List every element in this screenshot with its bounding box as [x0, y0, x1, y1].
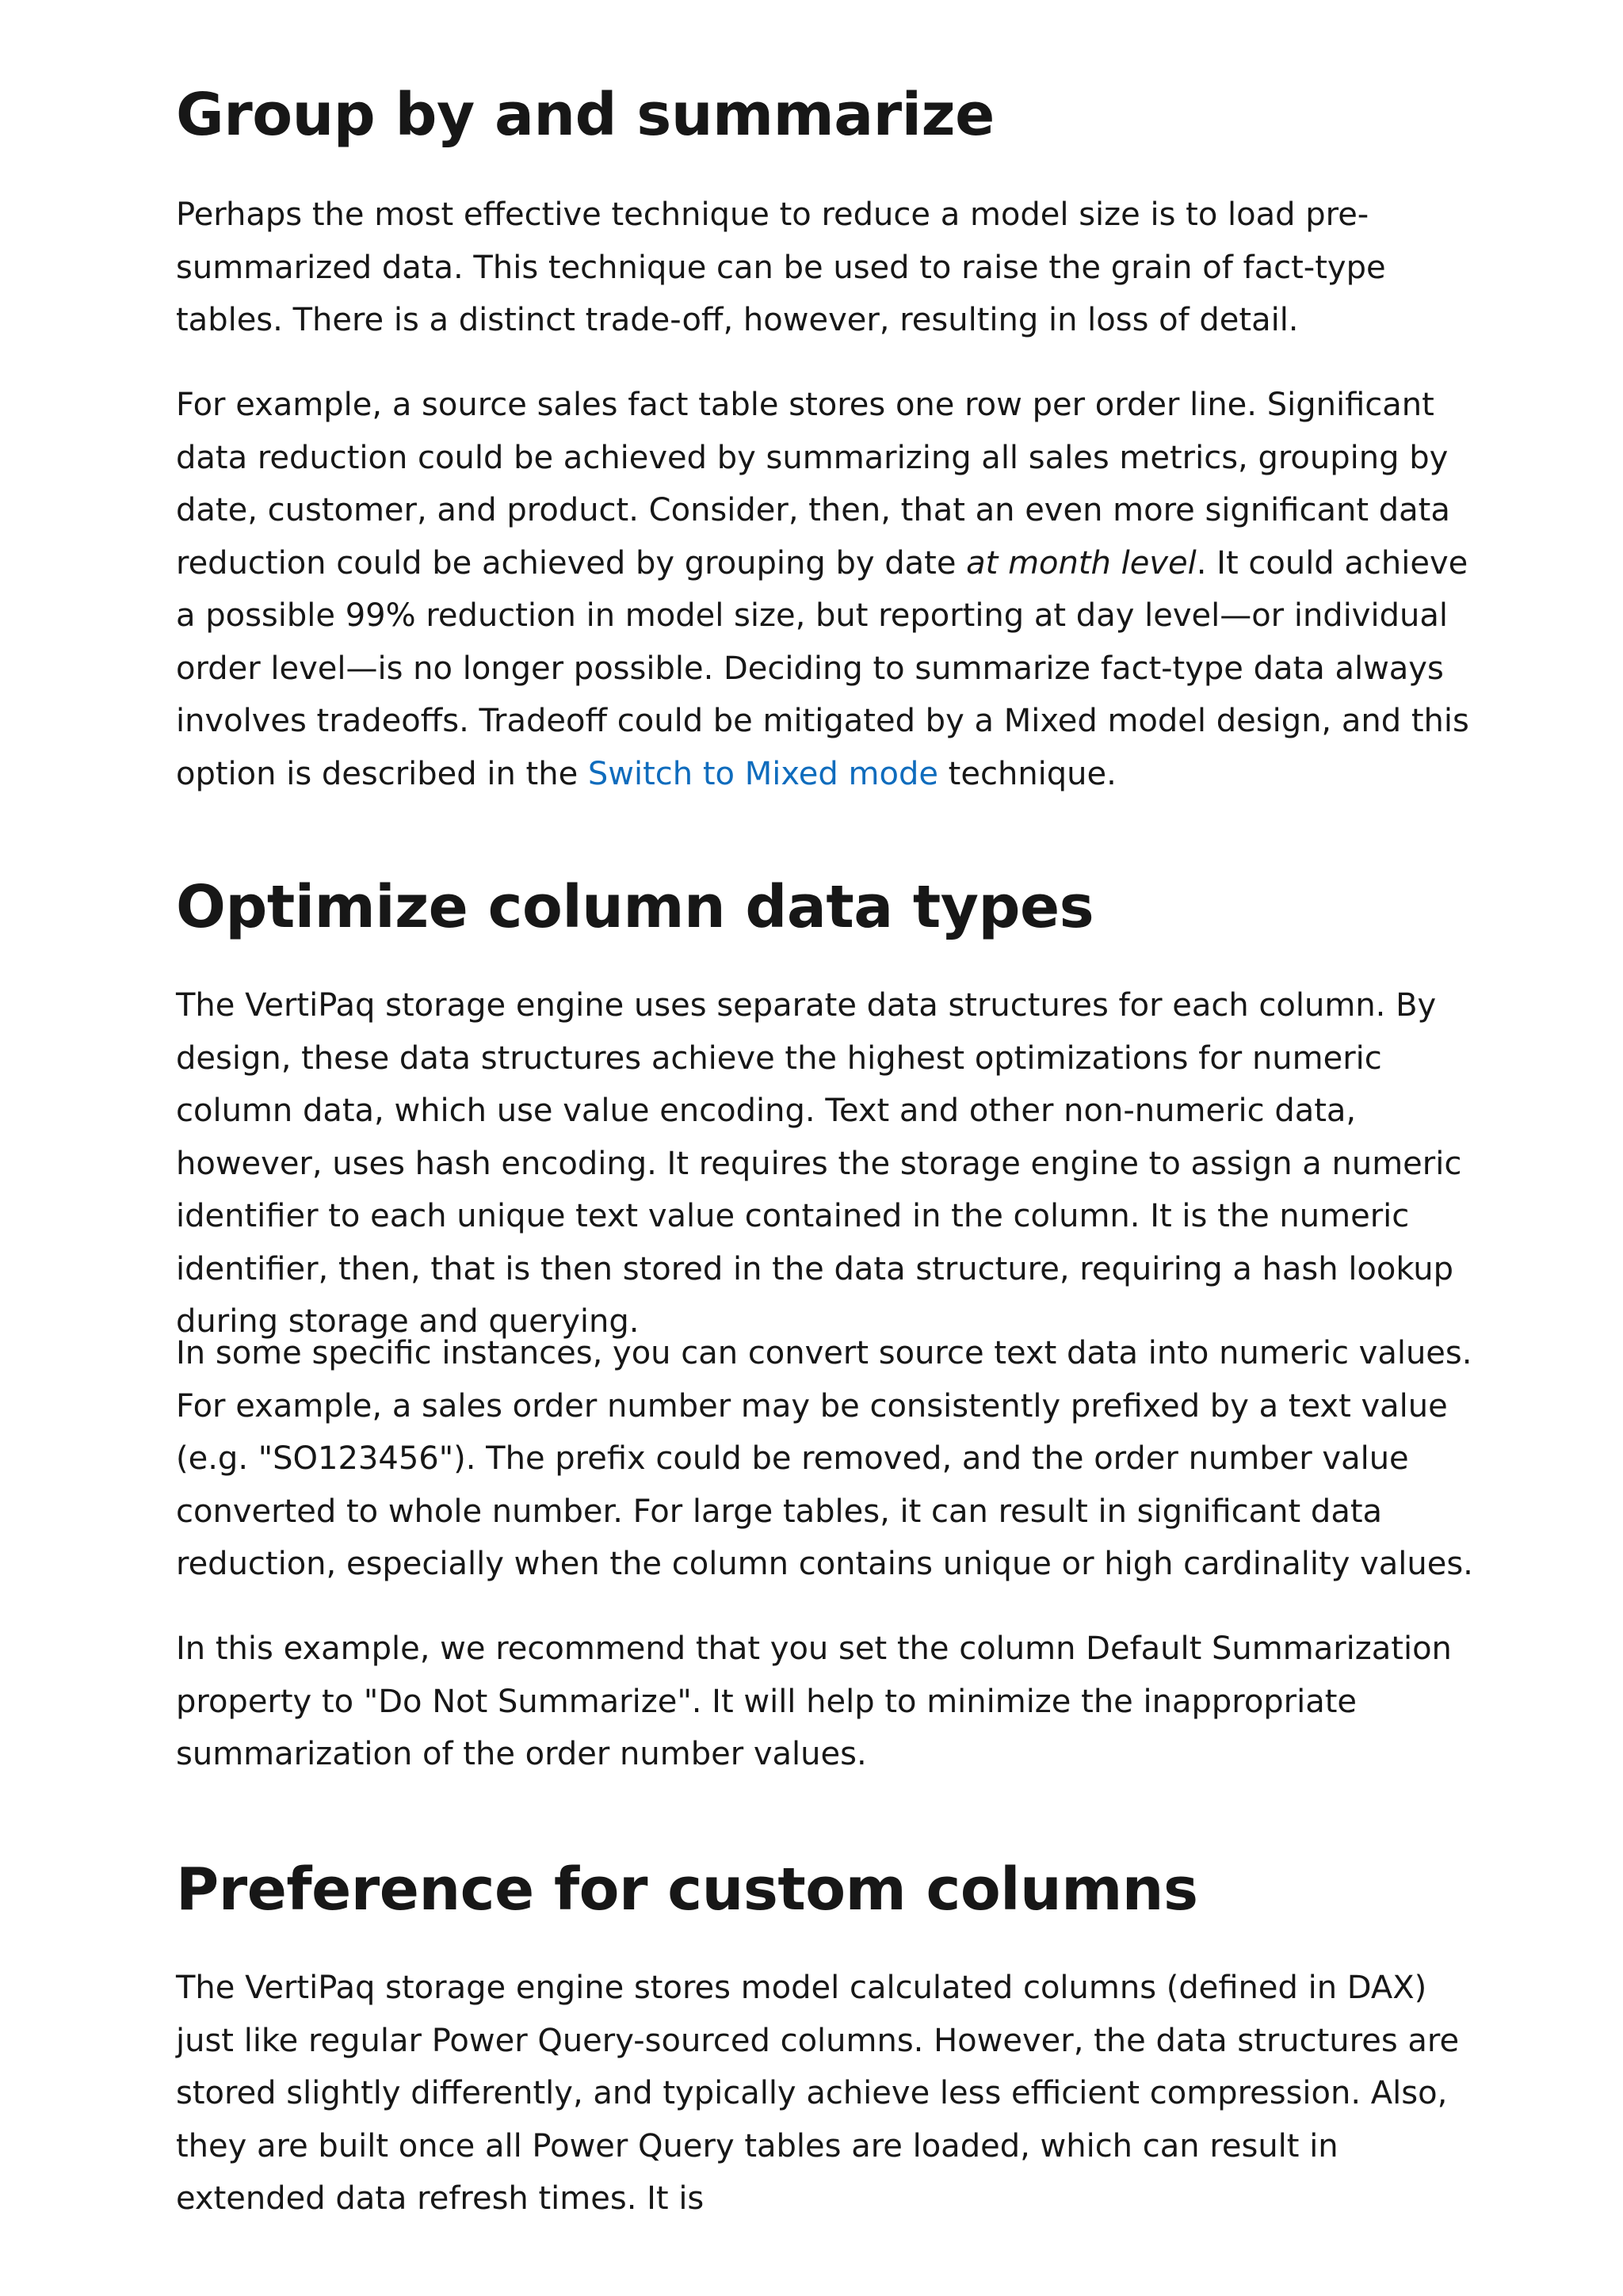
emphasis-text: at month level — [966, 544, 1197, 582]
paragraph-text: . It could achieve a possible 99% reduction in model size, but reporting at day level—or individual order level—is no longer possible. Deciding to summarize fact-type data always involves tradeoffs. Tradeoff could be mitigated by a Mixed model design, and this option is described in the — [176, 544, 1469, 792]
section-heading-optimize-column-data-types: Optimize column data types — [176, 873, 1094, 941]
paragraph-text: For example, a source sales fact table stores one row per order line. Significant data reduction could be achieved by summarizing all sales metrics, grouping by date, customer, and product. Consider, then, that an even more significant data reduction could be achieved by grouping by date — [176, 387, 1450, 582]
switch-to-mixed-mode-link[interactable]: Switch to Mixed mode — [587, 755, 938, 792]
paragraph: In some specific instances, you can convert source text data into numeric values. For example, a sales order number may be consistently prefixed by a text value (e.g. "SO123456"). The prefix could be removed, and the order number value converted to whole number. For large tables, it can result in significant data reduction, especially when the column contains unique or high cardinality values. — [176, 1335, 1473, 1582]
paragraph: The VertiPaq storage engine stores model calculated columns (defined in DAX) just like regular Power Query-sourced columns. However, the data structures are stored slightly differently, and typically achieve less efficient compression. Also, they are built once all Power Query tables are loaded, which can result in extended data refresh times. It is — [176, 1970, 1460, 2217]
paragraph: In this example, we recommend that you set the column Default Summarization property to "Do Not Summarize". It will help to minimize the inappropriate summarization of the order number values. — [176, 1630, 1452, 1772]
section-heading-preference-for-custom-columns: Preference for custom columns — [176, 1855, 1198, 1924]
paragraph-text: technique. — [938, 755, 1117, 792]
paragraph: Perhaps the most effective technique to reduce a model size is to load pre-summarized data. This technique can be used to raise the grain of fact-type tables. There is a distinct trade-off, however, resulting in loss of detail. — [176, 196, 1386, 338]
paragraph — [176, 379, 1476, 800]
section-heading-group-by-and-summarize: Group by and summarize — [176, 81, 995, 149]
paragraph: The VertiPaq storage engine uses separate data structures for each column. By design, these data structures achieve the highest optimizations for numeric column data, which use value encoding. Text and other non-numeric data, however, uses hash encoding. It requires the storage engine to assign a numeric identifier to each unique text value contained in the column. It is the numeric identifier, then, that is then stored in the data structure, requiring a hash lookup during storage and querying. — [176, 987, 1462, 1340]
